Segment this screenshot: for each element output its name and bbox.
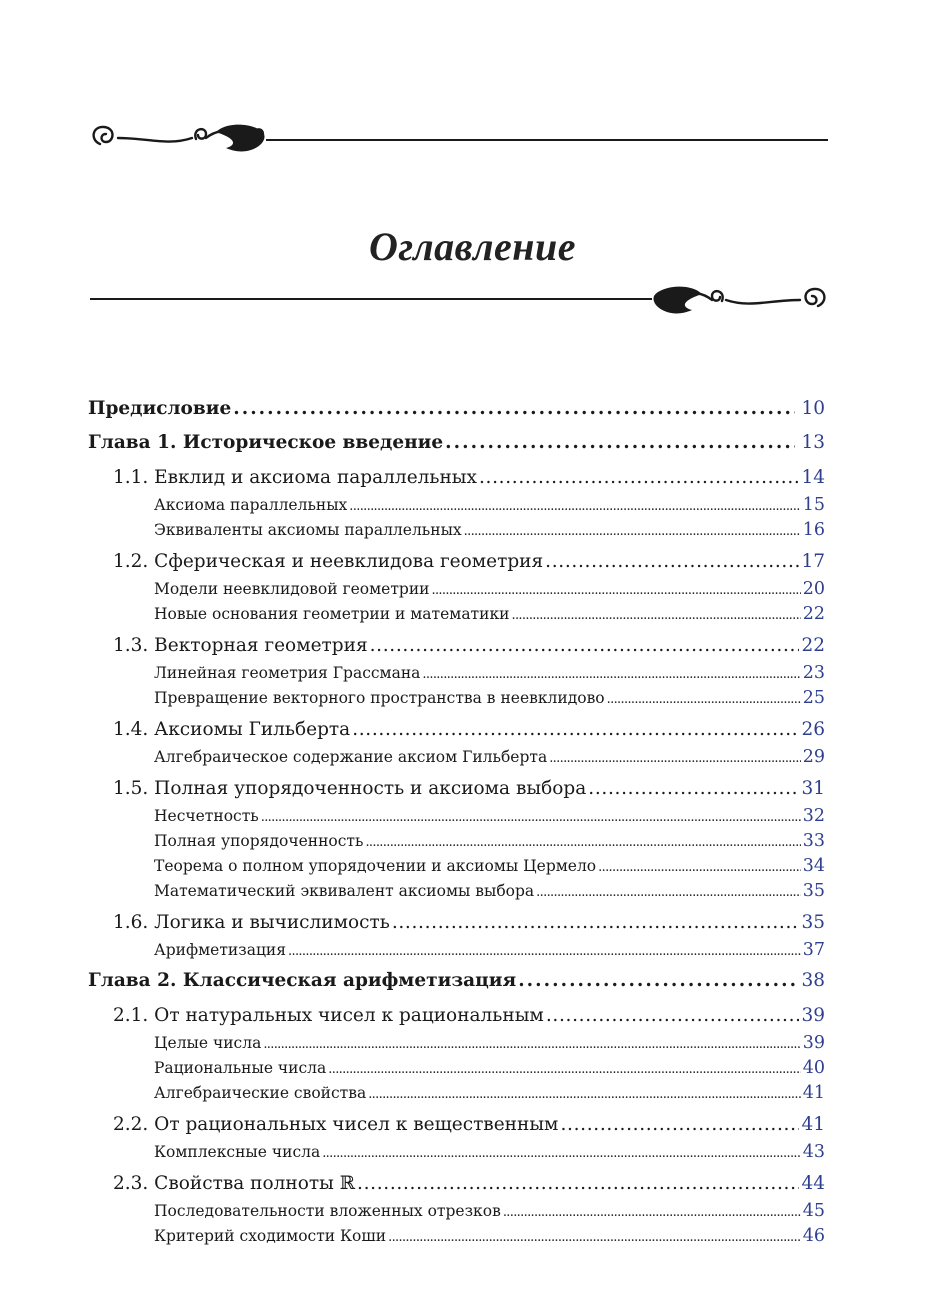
- toc-subsection-entry[interactable]: [88, 938, 825, 963]
- toc-dot-leader: [479, 463, 800, 493]
- toc-dot-leader: [349, 493, 800, 519]
- toc-entry-title: Арифметизация: [154, 941, 287, 959]
- toc-dot-leader: [322, 1140, 801, 1166]
- top-ornament-flourish: [88, 118, 830, 163]
- toc-dot-leader: [503, 1199, 801, 1225]
- toc-section-entry[interactable]: [88, 1169, 825, 1199]
- toc-page-number[interactable]: 39: [801, 1005, 825, 1026]
- toc-page-number[interactable]: 22: [802, 604, 825, 624]
- toc-chapter-entry[interactable]: [88, 965, 825, 997]
- toc-entry-title: Превращение векторного пространства в неевклидово: [154, 689, 605, 707]
- toc-page-number[interactable]: 40: [802, 1058, 825, 1078]
- toc-dot-leader: [549, 745, 801, 771]
- toc-page-number[interactable]: 35: [801, 912, 825, 933]
- toc-subsection-entry[interactable]: [88, 577, 825, 602]
- toc-entry-title: Глава 1. Историческое введение: [88, 432, 444, 453]
- toc-page-number[interactable]: 35: [802, 881, 825, 901]
- toc-entry-title: 1.2. Сферическая и неевклидова геометрия: [113, 551, 544, 572]
- toc-subsection-entry[interactable]: [88, 854, 825, 879]
- toc-entry-title: Эквиваленты аксиомы параллельных: [154, 521, 462, 539]
- toc-subsection-entry[interactable]: [88, 1031, 825, 1056]
- toc-page-number[interactable]: 13: [801, 432, 825, 453]
- toc-entry-title: Теорема о полном упорядочении и аксиомы Цермело: [154, 857, 597, 875]
- toc-subsection-entry[interactable]: [88, 879, 825, 904]
- toc-page-number[interactable]: 46: [802, 1226, 825, 1246]
- bottom-ornament-flourish: [88, 280, 830, 325]
- toc-chapter-entry[interactable]: [88, 393, 825, 425]
- toc-subsection-entry[interactable]: [88, 1056, 825, 1081]
- toc-dot-leader: [518, 965, 795, 997]
- toc-entry-title: 1.3. Векторная геометрия: [113, 635, 368, 656]
- toc-dot-leader: [536, 879, 801, 905]
- toc-subsection-entry[interactable]: [88, 1224, 825, 1249]
- toc-dot-leader: [607, 686, 801, 712]
- toc-dot-leader: [352, 715, 799, 745]
- toc-page-number[interactable]: 32: [802, 806, 825, 826]
- toc-page-number[interactable]: 25: [802, 688, 825, 708]
- toc-entry-title: Целые числа: [154, 1034, 262, 1052]
- toc-dot-leader: [288, 938, 801, 964]
- toc-dot-leader: [368, 1081, 801, 1107]
- page-title: Оглавление: [368, 223, 576, 269]
- toc-page-number[interactable]: 39: [802, 1033, 825, 1053]
- toc-entry-title: Последовательности вложенных отрезков: [154, 1202, 501, 1220]
- toc-dot-leader: [263, 1031, 800, 1057]
- toc-subsection-entry[interactable]: [88, 804, 825, 829]
- toc-page-number[interactable]: 23: [802, 663, 825, 683]
- toc-dot-leader: [545, 547, 799, 577]
- toc-dot-leader: [365, 829, 800, 855]
- toc-subsection-entry[interactable]: [88, 661, 825, 686]
- toc-page-number[interactable]: 17: [801, 551, 825, 572]
- toc-entry-title: 2.2. От рациональных чисел к вещественным: [113, 1114, 559, 1135]
- toc-entry-title: Критерий сходимости Коши: [154, 1227, 387, 1245]
- toc-page-number[interactable]: 43: [802, 1142, 825, 1162]
- toc-dot-leader: [328, 1056, 800, 1082]
- toc-section-entry[interactable]: [88, 1110, 825, 1140]
- toc-page-number[interactable]: 34: [802, 856, 825, 876]
- toc-subsection-entry[interactable]: [88, 829, 825, 854]
- toc-entry-title: Математический эквивалент аксиомы выбора: [154, 882, 535, 900]
- toc-dot-leader: [370, 631, 800, 661]
- toc-dot-leader: [560, 1110, 799, 1140]
- toc-dot-leader: [392, 908, 800, 938]
- toc-page-number[interactable]: 41: [801, 1114, 825, 1135]
- toc-page-number[interactable]: 15: [802, 495, 825, 515]
- toc-page-number[interactable]: 22: [801, 635, 825, 656]
- toc-entry-title: Глава 2. Классическая арифметизация: [88, 970, 517, 991]
- toc-subsection-entry[interactable]: [88, 602, 825, 627]
- toc-page-number[interactable]: 14: [801, 467, 825, 488]
- toc-entry-title: 2.3. Свойства полноты ℝ: [113, 1173, 356, 1194]
- toc-section-entry[interactable]: [88, 1001, 825, 1031]
- toc-page-number[interactable]: 20: [802, 579, 825, 599]
- toc-section-entry[interactable]: [88, 463, 825, 493]
- toc-subsection-entry[interactable]: [88, 1199, 825, 1224]
- toc-entry-title: Алгебраические свойства: [154, 1084, 367, 1102]
- toc-entry-title: Несчетность: [154, 807, 259, 825]
- toc-section-entry[interactable]: [88, 908, 825, 938]
- toc-page-number[interactable]: 26: [801, 719, 825, 740]
- toc-entry-title: Аксиома параллельных: [154, 496, 348, 514]
- table-of-contents: [88, 391, 825, 1249]
- toc-page-number[interactable]: 44: [801, 1173, 825, 1194]
- toc-entry-title: 1.1. Евклид и аксиома параллельных: [113, 467, 477, 488]
- toc-entry-title: Предисловие: [88, 398, 232, 419]
- toc-dot-leader: [432, 577, 801, 603]
- toc-dot-leader: [357, 1169, 799, 1199]
- toc-entry-title: Алгебраическое содержание аксиом Гильберта: [154, 748, 548, 766]
- toc-dot-leader: [598, 854, 801, 880]
- toc-entry-title: 1.4. Аксиомы Гильберта: [113, 719, 351, 740]
- toc-entry-title: Комплексные числа: [154, 1143, 321, 1161]
- toc-dot-leader: [445, 427, 795, 459]
- toc-section-entry[interactable]: [88, 774, 825, 804]
- toc-entry-title: Рациональные числа: [154, 1059, 327, 1077]
- toc-entry-title: Новые основания геометрии и математики: [154, 605, 510, 623]
- toc-entry-title: 1.6. Логика и вычислимость: [113, 912, 390, 933]
- toc-chapter-entry[interactable]: [88, 427, 825, 459]
- toc-subsection-entry[interactable]: [88, 1081, 825, 1106]
- toc-subsection-entry[interactable]: [88, 1140, 825, 1165]
- toc-page-number[interactable]: 33: [802, 831, 825, 851]
- toc-page-number[interactable]: 37: [802, 940, 825, 960]
- toc-page-number[interactable]: 16: [802, 520, 825, 540]
- toc-page-number[interactable]: 10: [801, 398, 825, 419]
- toc-page-number[interactable]: 29: [802, 747, 825, 767]
- toc-dot-leader: [464, 518, 801, 544]
- toc-dot-leader: [422, 661, 800, 687]
- toc-page-number[interactable]: 41: [802, 1083, 825, 1103]
- toc-section-entry[interactable]: [88, 715, 825, 745]
- toc-entry-title: Линейная геометрия Грассмана: [154, 664, 421, 682]
- toc-page-number[interactable]: 38: [801, 970, 825, 991]
- toc-dot-leader: [546, 1001, 800, 1031]
- toc-section-entry[interactable]: [88, 631, 825, 661]
- toc-entry-title: 2.1. От натуральных чисел к рациональным: [113, 1005, 544, 1026]
- toc-page-number[interactable]: 45: [802, 1201, 825, 1221]
- toc-subsection-entry[interactable]: [88, 745, 825, 770]
- toc-dot-leader: [233, 393, 795, 425]
- toc-dot-leader: [261, 804, 801, 830]
- toc-subsection-entry[interactable]: [88, 518, 825, 543]
- toc-page-number[interactable]: 31: [801, 778, 825, 799]
- toc-dot-leader: [388, 1224, 801, 1250]
- toc-dot-leader: [512, 602, 801, 628]
- toc-entry-title: Полная упорядоченность: [154, 832, 364, 850]
- toc-subsection-entry[interactable]: [88, 686, 825, 711]
- toc-section-entry[interactable]: [88, 547, 825, 577]
- toc-entry-title: 1.5. Полная упорядоченность и аксиома выбора: [113, 778, 587, 799]
- toc-dot-leader: [588, 774, 799, 804]
- toc-entry-title: Модели неевклидовой геометрии: [154, 580, 430, 598]
- toc-subsection-entry[interactable]: [88, 493, 825, 518]
